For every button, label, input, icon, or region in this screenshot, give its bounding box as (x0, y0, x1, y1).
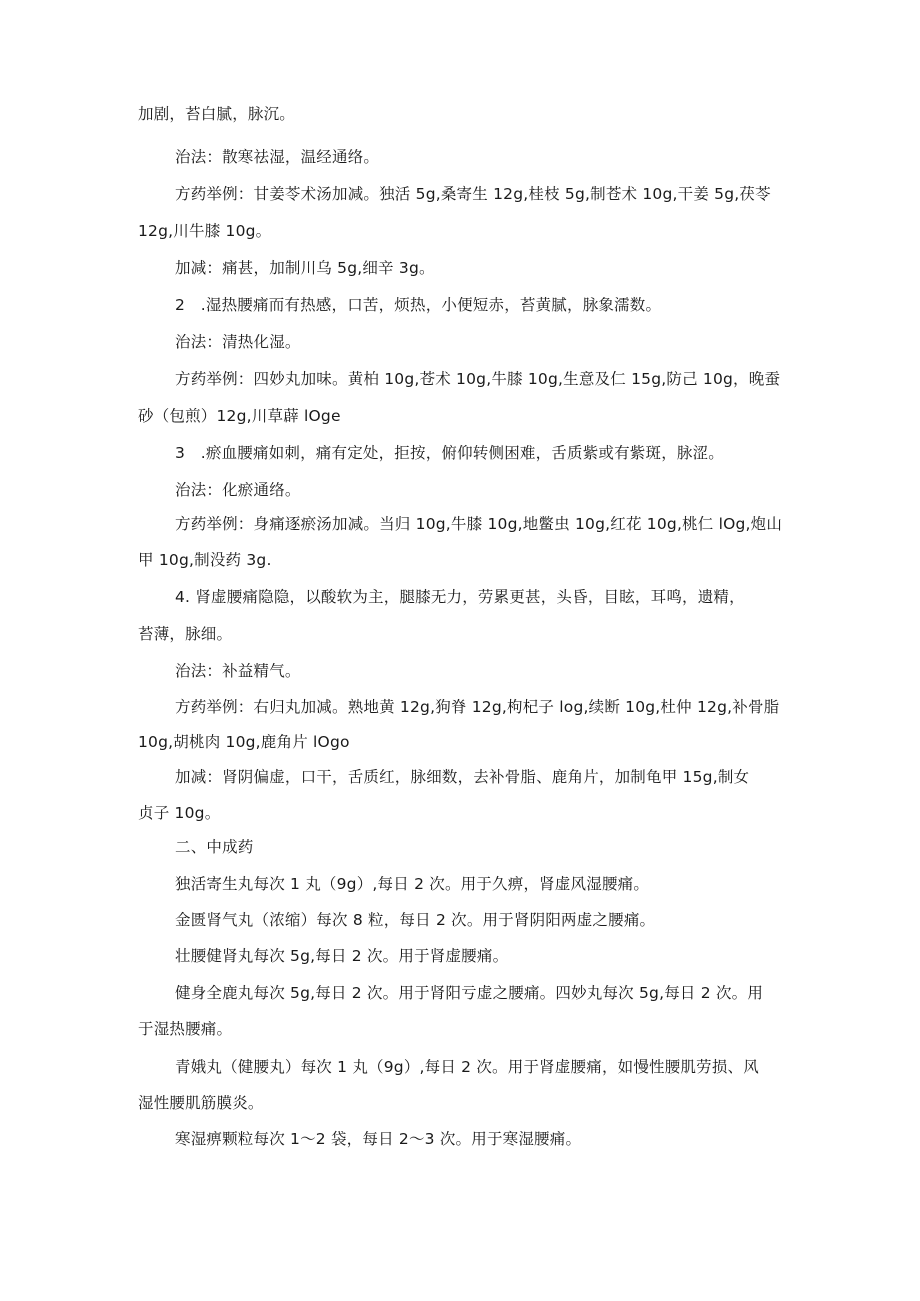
text-line: 方药举例：四妙丸加味。黄柏 10g,苍术 10g,牛膝 10g,生意及仁 15g,防己 10g，晚蚕 (175, 370, 781, 388)
section-heading: 二、中成药 (175, 838, 254, 856)
text-line: 青娥丸（健腰丸）每次 1 丸（9g）,每日 2 次。用于肾虚腰痛，如慢性腰肌劳损、风 (175, 1058, 759, 1076)
text-line: 贞子 10g。 (138, 804, 221, 822)
text-line: 治法：化瘀通络。 (175, 481, 301, 499)
text-line: 寒湿痹颗粒每次 1～2 袋，每日 2～3 次。用于寒湿腰痛。 (175, 1130, 582, 1148)
text-line: 砂（包煎）12g,川草薜 lOge (138, 407, 341, 425)
text-line: 治法：清热化湿。 (175, 333, 301, 351)
text-line: 加剧，苔白腻，脉沉。 (138, 105, 296, 123)
text-line: 2 .湿热腰痛而有热感，口苦，烦热，小便短赤，苔黄腻，脉象濡数。 (175, 296, 662, 314)
text-line: 加减：肾阴偏虚，口干，舌质红，脉细数，去补骨脂、鹿角片，加制龟甲 15g,制女 (175, 768, 750, 786)
text-line: 湿性腰肌筋膜炎。 (138, 1094, 264, 1112)
text-line: 10g,胡桃肉 10g,鹿角片 lOgo (138, 733, 350, 751)
text-line: 金匮肾气丸（浓缩）每次 8 粒，每日 2 次。用于肾阴阳两虚之腰痛。 (175, 911, 656, 929)
text-line: 治法：补益精气。 (175, 662, 301, 680)
text-line: 加减：痛甚，加制川乌 5g,细辛 3g。 (175, 259, 435, 277)
text-line: 治法：散寒祛湿，温经通络。 (175, 148, 380, 166)
text-line: 甲 10g,制没药 3g. (138, 551, 272, 569)
text-line: 壮腰健肾丸每次 5g,每日 2 次。用于肾虚腰痛。 (175, 947, 509, 965)
text-line: 3 .瘀血腰痛如刺，痛有定处，拒按，俯仰转侧困难，舌质紫或有紫斑，脉涩。 (175, 444, 724, 462)
text-line: 12g,川牛膝 10g。 (138, 222, 272, 240)
text-line: 苔薄，脉细。 (138, 625, 233, 643)
text-line: 于湿热腰痛。 (138, 1020, 233, 1038)
text-line: 方药举例：甘姜苓术汤加减。独活 5g,桑寄生 12g,桂枝 5g,制苍术 10g,干姜 5g,茯苓 (175, 185, 771, 203)
text-line: 方药举例：身痛逐瘀汤加减。当归 10g,牛膝 10g,地鳖虫 10g,红花 10g,桃仁 lOg,炮山 (175, 515, 783, 533)
text-line: 独活寄生丸每次 1 丸（9g）,每日 2 次。用于久痹，肾虚风湿腰痛。 (175, 875, 650, 893)
text-line: 健身全鹿丸每次 5g,每日 2 次。用于肾阳亏虚之腰痛。四妙丸每次 5g,每日 2 次。用 (175, 984, 764, 1002)
text-line: 4. 肾虚腰痛隐隐，以酸软为主，腿膝无力，劳累更甚，头昏，目眩，耳鸣，遗精， (175, 588, 745, 606)
text-line: 方药举例：右归丸加减。熟地黄 12g,狗脊 12g,枸杞子 log,续断 10g,杜仲 12g,补骨脂 (175, 698, 780, 716)
